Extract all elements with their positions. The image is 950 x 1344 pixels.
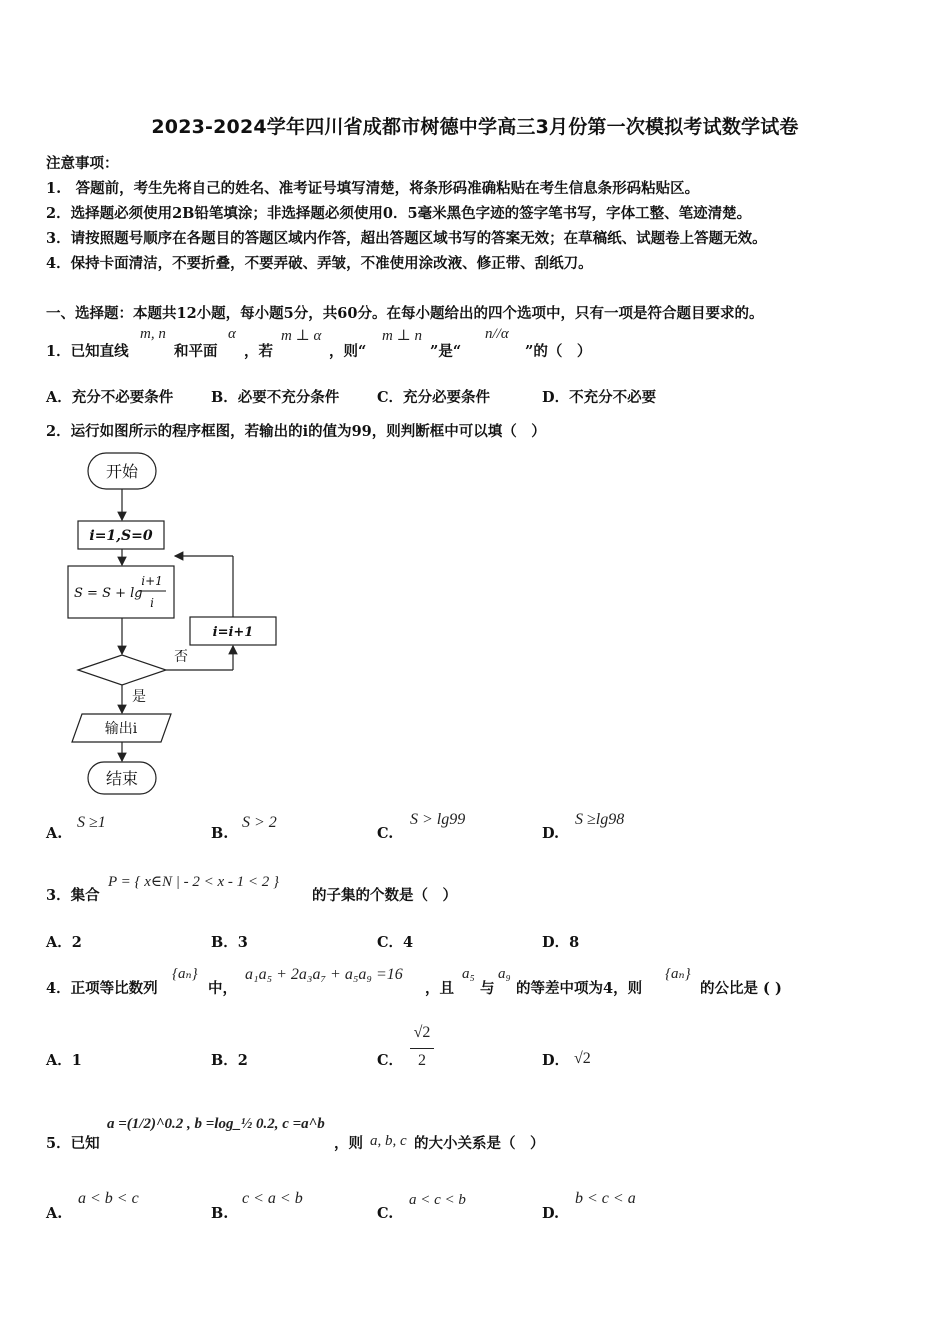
q4-option-c[interactable]: C．: [377, 1052, 404, 1069]
q1-math-m-perp-n: m ⊥ n: [382, 328, 422, 344]
q1-text-5: ”是“: [430, 343, 462, 360]
q4-option-b[interactable]: B．2: [211, 1052, 248, 1069]
q2-option-b-label[interactable]: B.: [211, 825, 229, 842]
q4-text-1: 4．正项等比数列: [46, 980, 158, 997]
q1-math-alpha: α: [228, 326, 236, 342]
flow-frac-den: i: [150, 596, 154, 610]
q3-text-1: 3．集合: [46, 887, 100, 904]
q2-text: 2．运行如图所示的程序框图，若输出的i的值为99，则判断框中可以填（ ）: [46, 423, 546, 440]
q2-option-a-math: S ≥1: [77, 814, 106, 831]
q4-option-d-math: √2: [574, 1050, 591, 1067]
q4-a9: a₉: [498, 966, 511, 982]
q2-option-a-label[interactable]: A.: [46, 825, 63, 842]
q1-option-c[interactable]: C．充分必要条件: [377, 389, 491, 406]
q5-text-3: 的大小关系是（ ）: [414, 1135, 545, 1152]
flow-start-label: 开始: [105, 462, 139, 481]
q4-expression: a₁a₅ + 2a₃a₇ + a₅a₉ =16: [245, 966, 403, 983]
q1-text-4: ，则“: [329, 343, 367, 360]
q3-option-d[interactable]: D．8: [542, 934, 580, 951]
q3-option-b[interactable]: B．3: [211, 934, 248, 951]
notice-item-2: 2．选择题必须使用2B铅笔填涂；非选择题必须使用0．5毫米黑色字迹的签字笔书写，字体工整、笔迹清楚。: [46, 205, 752, 222]
q1-text-2: 和平面: [174, 343, 218, 360]
q4-sequence: {aₙ}: [172, 966, 198, 982]
q4-text-6: 的公比是 ( ): [700, 980, 782, 997]
q2-option-c-math: S > lg99: [410, 811, 466, 828]
flow-output-label: 输出i: [104, 721, 138, 737]
q3-text-2: 的子集的个数是（ ）: [312, 887, 457, 904]
flowchart: [60, 440, 300, 810]
notice-item-1: 1. 答题前，考生先将自己的姓名、准考证号填写清楚，将条形码准确粘贴在考生信息条形码粘贴区。: [46, 180, 700, 197]
q5-option-a-math: a < b < c: [78, 1190, 139, 1207]
q1-math-mn: m, n: [140, 326, 166, 342]
q4-option-c-numerator: √2: [413, 1024, 431, 1041]
flow-end-label: 结束: [105, 769, 139, 788]
q1-math-n-parallel-alpha: n//α: [485, 326, 509, 342]
notice-item-3: 3．请按照题号顺序在各题目的答题区域内作答，超出答题区域书写的答案无效；在草稿纸、试题卷上答题无效。: [46, 230, 767, 247]
q4-sequence-2: {aₙ}: [665, 966, 691, 982]
q4-text-5: 的等差中项为4，则: [516, 980, 643, 997]
flow-decision-diamond: [78, 655, 166, 685]
q5-option-c-math: a < c < b: [409, 1192, 466, 1208]
q5-option-b-label[interactable]: B.: [211, 1205, 229, 1222]
q2-option-c-label[interactable]: C.: [377, 825, 394, 842]
flow-inc-label: i=i+1: [212, 625, 254, 640]
q5-option-d-label[interactable]: D.: [542, 1205, 560, 1222]
q5-option-b-math: c < a < b: [242, 1190, 303, 1207]
q4-a5: a₅: [462, 966, 475, 982]
q4-text-2: 中，: [208, 980, 237, 997]
q3-option-c[interactable]: C．4: [377, 934, 414, 951]
q4-text-4: 与: [480, 980, 495, 997]
flow-no-label: 否: [174, 649, 188, 665]
q5-expression: a =(1/2)^0.2 , b =log_½ 0.2, c =a^b: [107, 1116, 325, 1132]
q3-set-expression: P = { x∈N | - 2 < x - 1 < 2 }: [108, 874, 280, 890]
q4-option-c-fraction-bar: [410, 1048, 434, 1049]
q4-option-c-denominator: 2: [418, 1052, 426, 1069]
q4-text-3: ，且: [425, 980, 454, 997]
q1-option-d[interactable]: D．不充分不必要: [542, 389, 657, 406]
q5-option-d-math: b < c < a: [575, 1190, 636, 1207]
q5-option-a-label[interactable]: A.: [46, 1205, 63, 1222]
flow-yes-label: 是: [132, 689, 146, 705]
q4-option-a[interactable]: A．1: [46, 1052, 82, 1069]
q2-option-d-math: S ≥lg98: [575, 811, 625, 828]
q5-option-c-label[interactable]: C.: [377, 1205, 394, 1222]
q1-text-6: ”的（ ）: [525, 343, 592, 360]
notice-heading: 注意事项：: [46, 155, 119, 172]
section-heading: 一、选择题：本题共12小题，每小题5分，共60分。在每小题给出的四个选项中，只有一项是符合题目要求的。: [46, 305, 764, 322]
q1-option-b[interactable]: B．必要不充分条件: [211, 389, 340, 406]
q1-text-3: ，若: [244, 343, 273, 360]
q1-math-m-perp-alpha: m ⊥ α: [281, 328, 322, 344]
q1-option-a[interactable]: A．充分不必要条件: [46, 389, 174, 406]
q1-text-1: 1．已知直线: [46, 343, 129, 360]
q5-variables: a, b, c: [370, 1133, 407, 1149]
flow-init-label: i=1,S=0: [89, 528, 153, 544]
q5-text-2: ，则: [334, 1135, 363, 1152]
flow-assign-label: S = S + lg: [74, 586, 143, 601]
q2-option-b-math: S > 2: [242, 814, 277, 831]
flow-frac-num: i+1: [141, 574, 163, 588]
q4-option-d[interactable]: D．: [542, 1052, 570, 1069]
q3-option-a[interactable]: A．2: [46, 934, 82, 951]
page-title: 2023-2024学年四川省成都市树德中学高三3月份第一次模拟考试数学试卷: [151, 116, 799, 138]
q2-option-d-label[interactable]: D.: [542, 825, 560, 842]
notice-item-4: 4．保持卡面清洁，不要折叠，不要弄破、弄皱，不准使用涂改液、修正带、刮纸刀。: [46, 255, 593, 272]
q5-text-1: 5．已知: [46, 1135, 100, 1152]
